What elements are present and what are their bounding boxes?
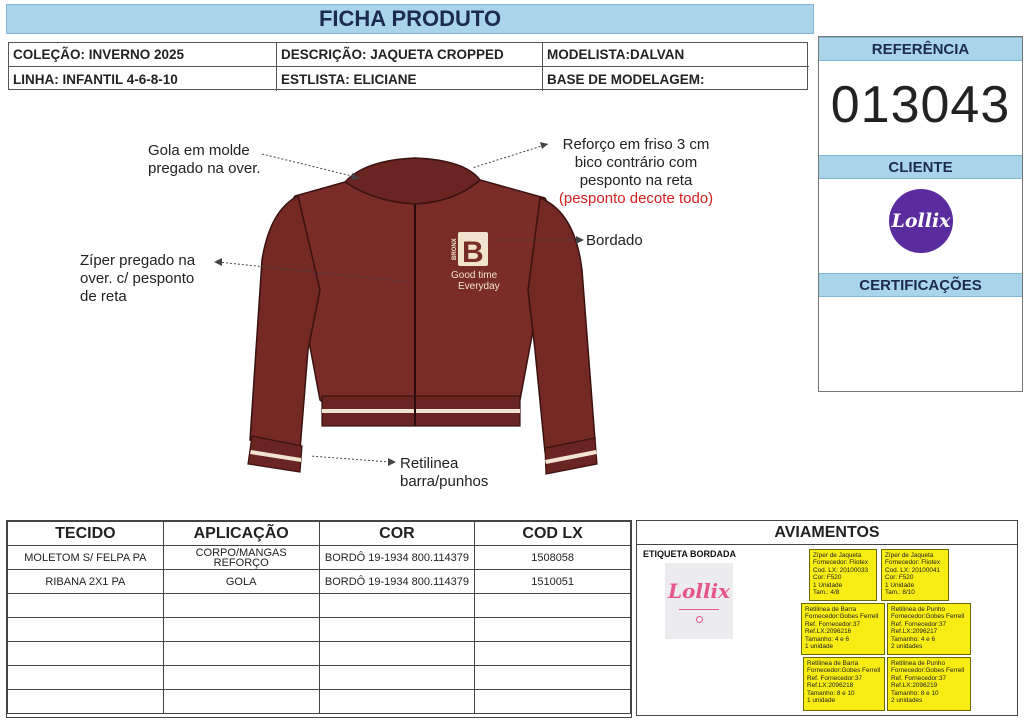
callout-zipper-line1: Zíper pregado na	[80, 252, 196, 269]
aviamento-label-line: Retilinea de Punho	[891, 606, 946, 613]
table-cell: BORDÔ 19-1934 800.114379	[319, 546, 475, 570]
arrow-retilinea	[310, 456, 390, 462]
table-cell: 1510051	[475, 570, 631, 594]
jacket-body	[288, 180, 551, 408]
callout-retilinea-line1: Retilinea	[400, 455, 459, 472]
table-row	[8, 594, 631, 618]
aviamento-label-line: Retilinea de Barra	[807, 660, 859, 667]
arrow-reforco	[472, 144, 548, 168]
table-cell	[8, 690, 164, 714]
embroidery-letter: B	[462, 236, 484, 269]
table-row	[8, 570, 631, 594]
table-cell: 1508058	[475, 546, 631, 570]
aviamento-label-line: Ref. Fornecedor:37	[891, 674, 947, 682]
aviamento-label-line: Fornecedor: Fliotex	[813, 559, 869, 567]
table-cell	[475, 618, 631, 642]
table-row	[8, 690, 631, 714]
table-cell	[475, 666, 631, 690]
aviamento-label-line: Tamanho: 8 e 10	[807, 689, 855, 697]
aviamentos-panel	[636, 520, 1018, 716]
table-cell	[319, 666, 475, 690]
callout-reforco-line1: Reforço em friso 3 cm	[562, 136, 710, 153]
certificacoes-header: CERTIFICAÇÕES	[819, 273, 1022, 297]
header-aplicacao: APLICAÇÃO	[163, 522, 319, 546]
table-cell	[475, 594, 631, 618]
table-row	[8, 618, 631, 642]
aviamento-label	[887, 657, 971, 711]
table-cell	[8, 666, 164, 690]
callout-reforco-line3: pesponto na reta	[579, 172, 693, 189]
table-cell: GOLA	[163, 570, 319, 594]
referencia-number: 013043	[830, 76, 1011, 134]
aviamento-label-line: Fornecedor: Fliotex	[885, 559, 941, 567]
aviamento-label-line: Ref.LX:2096216	[805, 628, 852, 636]
embroidery-side-text: BRONX	[452, 238, 458, 260]
arrowhead-reforco	[540, 142, 548, 149]
fabric-table	[6, 520, 632, 718]
aviamento-label-line: Ref.LX:2096217	[891, 628, 938, 636]
aviamento-label	[801, 603, 885, 655]
arrow-gola	[262, 154, 360, 178]
aviamento-label	[887, 603, 971, 655]
table-cell: BORDÔ 19-1934 800.114379	[319, 570, 475, 594]
aviamento-label-line: 1 Unidade	[885, 581, 915, 589]
client-logo	[889, 189, 953, 253]
aviamento-label	[803, 657, 885, 711]
table-cell	[163, 618, 319, 642]
table-row	[8, 642, 631, 666]
aviamento-label-line: Fornecedor:Gobes Ferrell	[891, 667, 965, 675]
aviamento-label-line: Cod. LX: 20100041	[885, 566, 941, 574]
client-logo-text: Lollix	[891, 210, 951, 232]
aviamento-label-line: 2 unidades	[891, 697, 923, 705]
aviamento-label-line: 1 Unidade	[813, 581, 843, 589]
callout-gola-line1: Gola em molde	[148, 142, 250, 159]
header-tecido: TECIDO	[8, 522, 164, 546]
arrowhead-zipper	[214, 258, 222, 266]
table-cell	[319, 642, 475, 666]
table-cell: CORPO/MANGAS REFORÇO	[163, 546, 319, 570]
header-cor: COR	[319, 522, 475, 546]
aviamento-label-line: Fornecedor:Gobes Ferrell	[807, 667, 881, 675]
aviamento-label-line: 1 unidade	[805, 643, 834, 651]
linha-field: LINHA: INFANTIL 4-6-8-10	[9, 67, 277, 91]
aviamento-label-line: 2 unidades	[891, 643, 923, 651]
callout-zipper-line2: over. c/ pesponto	[80, 270, 195, 287]
table-cell: RIBANA 2X1 PA	[8, 570, 164, 594]
base-modelagem-field: BASE DE MODELAGEM:	[547, 71, 705, 87]
callout-retilinea	[400, 455, 488, 491]
page-title: FICHA PRODUTO	[6, 4, 814, 34]
aviamento-label-line: Retilinea de Barra	[805, 606, 857, 613]
aviamento-label-line: Ref.LX:2096219	[891, 682, 938, 690]
arrowhead-bordado	[576, 236, 584, 244]
aviamento-label-line: Zíper de Jaqueta	[885, 552, 934, 559]
callout-retilinea-line2: barra/punhos	[400, 473, 489, 490]
jacket-right-sleeve	[528, 198, 595, 452]
aviamento-label-line: Tam.: 8/10	[885, 589, 915, 597]
aviamento-label-line: Cor: F520	[813, 574, 842, 582]
aviamento-label	[881, 549, 949, 601]
table-cell	[163, 594, 319, 618]
table-cell	[475, 690, 631, 714]
callout-zipper	[80, 252, 195, 306]
table-cell	[8, 642, 164, 666]
aviamento-label-line: Fornecedor:Gobes Ferrell	[891, 613, 965, 621]
arrowhead-retilinea	[388, 458, 396, 466]
aviamento-label-line: 1 unidade	[807, 697, 836, 705]
tag-divider	[679, 609, 719, 610]
aviamento-label-line: Fornecedor:Gobes Ferrell	[805, 613, 879, 621]
callout-reforco-red: (pesponto decote todo)	[558, 190, 714, 207]
referencia-header: REFERÊNCIA	[819, 37, 1022, 61]
embroidery-line2: Everyday	[458, 281, 500, 292]
callout-reforco-line2: bico contrário com	[574, 154, 698, 171]
cliente-header: CLIENTE	[819, 155, 1022, 179]
embroidery-line1: Good time	[451, 270, 498, 281]
aviamento-label-line: Cod. LX: 20100033	[813, 566, 869, 574]
table-cell	[8, 618, 164, 642]
descricao-field: DESCRIÇÃO: JAQUETA CROPPED	[277, 43, 543, 67]
table-header-row	[8, 522, 631, 546]
aviamento-label-line: Tamanho: 8 e 10	[891, 689, 939, 697]
aviamento-label-line: Cor: F520	[885, 574, 914, 582]
table-row	[8, 546, 631, 570]
table-cell	[8, 594, 164, 618]
hem-stripe	[322, 409, 520, 413]
aviamento-label-line: Retilinea de Punho	[891, 660, 946, 667]
table-cell	[319, 594, 475, 618]
callout-gola-line2: pregado na over.	[148, 160, 261, 177]
aviamento-label	[809, 549, 877, 601]
modelista-field: MODELISTA:DALVAN	[543, 43, 809, 67]
tag-registered-icon	[696, 616, 703, 623]
aviamento-label-line: Ref. Fornecedor:37	[805, 620, 861, 628]
table-cell	[163, 666, 319, 690]
callout-reforco	[550, 136, 722, 208]
aviamento-label-line: Ref. Fornecedor:37	[891, 620, 947, 628]
table-cell	[319, 690, 475, 714]
aviamento-label-line: Ref.LX:2096218	[807, 682, 854, 690]
etiqueta-label: ETIQUETA BORDADA	[643, 549, 736, 559]
table-cell	[163, 642, 319, 666]
table-cell	[319, 618, 475, 642]
callout-gola	[148, 142, 261, 178]
embroidered-tag	[665, 563, 733, 639]
aviamento-label-line: Zíper de Jaqueta	[813, 552, 862, 559]
aviamento-label-line: Tamanho: 4 e 6	[805, 635, 850, 643]
callout-zipper-line3: de reta	[80, 288, 127, 305]
header-cod-lx: COD LX	[475, 522, 631, 546]
estilista-field: ESTLISTA: ELICIANE	[277, 67, 543, 91]
table-row	[8, 666, 631, 690]
aviamento-label-line: Tamanho: 4 e 6	[891, 635, 936, 643]
colecao-field: COLEÇÃO: INVERNO 2025	[9, 43, 277, 67]
right-panel	[818, 36, 1023, 392]
table-cell: MOLETOM S/ FELPA PA	[8, 546, 164, 570]
product-info-grid	[8, 42, 808, 90]
aviamento-label-line: Tam.: 4/8	[813, 589, 840, 597]
table-cell	[475, 642, 631, 666]
callout-bordado: Bordado	[586, 232, 643, 249]
aviamentos-title: AVIAMENTOS	[637, 521, 1017, 545]
tag-logo-text: Lollix	[667, 579, 731, 603]
aviamento-label-line: Ref. Fornecedor:37	[807, 674, 863, 682]
table-cell	[163, 690, 319, 714]
